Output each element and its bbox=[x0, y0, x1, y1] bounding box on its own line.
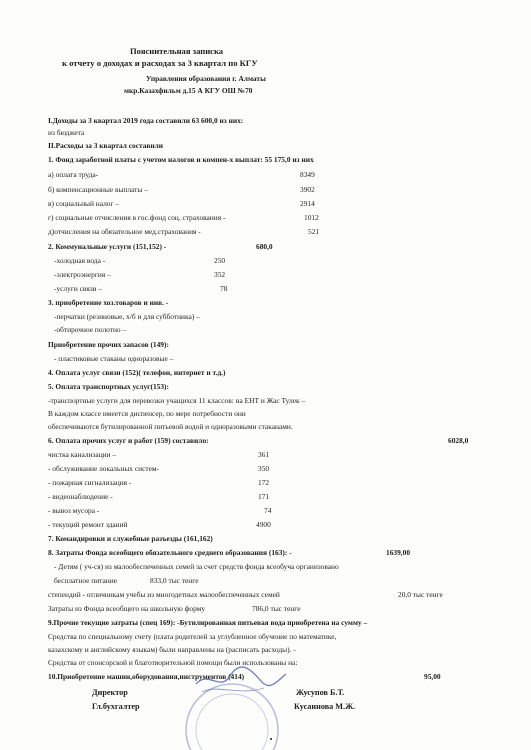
section-7-title: 7. Командировки и служебные разъезды (161,162) bbox=[48, 534, 213, 543]
misc-supplies-title: Приобретение прочих запасов (149): bbox=[48, 340, 169, 349]
s1-item-value: 521 bbox=[308, 227, 320, 236]
s9-line: казахскому и английскому языкам) были направлены на (расписать расходы). - bbox=[48, 645, 296, 654]
section-8-title: 8. Затраты Фонда всеобщего обязательного среднего образования (163): - bbox=[48, 548, 292, 557]
s2-item-value: 352 bbox=[214, 270, 226, 279]
s6-item-value: 171 bbox=[258, 492, 270, 501]
s1-item-value: 8349 bbox=[300, 170, 315, 179]
section-3-title: 3. приобретение хоз.товаров и инв. - bbox=[48, 298, 169, 307]
section-6-title: 6. Оплата прочих услуг и работ (159) составило: bbox=[48, 436, 209, 445]
income-line: I.Доходы за 3 квартал 2019 года составили 63 600,0 из них: bbox=[48, 116, 244, 125]
page-dot bbox=[270, 738, 272, 740]
doc-subtitle: к отчету о доходах и расходах за 3 квартал по КГУ bbox=[62, 58, 258, 68]
s1-item-label: г) социальные отчисления в гос.фонд соц. страхования - bbox=[48, 213, 226, 222]
section-1-title: 1. Фонд заработной платы с учетом налогов и компен-х выплат: 55 175,0 из них bbox=[48, 155, 314, 164]
s6-item-value: 350 bbox=[258, 464, 270, 473]
expenses-title: II.Расходы за 3 квартал составили bbox=[48, 141, 164, 150]
section-8-total: 1639,00 bbox=[386, 548, 411, 557]
s1-item-label: в) социальный налог – bbox=[48, 199, 120, 208]
section-6-total: 6028,0 bbox=[448, 436, 469, 445]
doc-address: мкр.Казахфильм д.15 А КГУ ОШ №70 bbox=[124, 86, 253, 95]
section-2-total: 680,0 bbox=[256, 242, 273, 251]
s8-line-label: Затраты из Фонда всеобщего на школьную форму bbox=[48, 604, 206, 613]
director-name: Жусупов Б.Т. bbox=[296, 688, 345, 697]
s9-line: Средства по специальному счету (плата родителей за углубленное обучение по математике, bbox=[48, 632, 337, 641]
misc-supplies-item: - пластиковые стаканы одноразовые – bbox=[54, 354, 174, 363]
s5-line: -транспортные услуги для перевозки учащихся 11 классов: на ЕНТ и Жас Тулек – bbox=[48, 396, 306, 405]
s8-line: - Детям ( уч-ся) из малообеспеченных семей за счет средств фонда всеобуча организовано bbox=[54, 562, 339, 571]
s6-item-label: - обслуживание локальных систем- bbox=[48, 464, 159, 473]
signature-mark bbox=[196, 667, 286, 686]
s6-item-label: - вывоз мусора - bbox=[48, 506, 100, 515]
s6-item-value: 361 bbox=[258, 450, 270, 459]
s8-line-label: бесплатное питание bbox=[54, 576, 117, 585]
s5-line: В каждом классе имеется диспенсер, по мере потребности они bbox=[48, 409, 246, 418]
s2-item-label: -услуги связи – bbox=[54, 284, 103, 293]
accountant-name: Кусаинова М.Ж. bbox=[294, 702, 356, 711]
s3-item: -обтирочное полотно – bbox=[54, 325, 127, 334]
s1-item-value: 3902 bbox=[300, 185, 315, 194]
s8-line-amount: 786,0 тыс тенге bbox=[252, 604, 301, 613]
s3-item: -перчатки (резиновые, х/б и для субботника) – bbox=[54, 312, 200, 321]
s9-line: Средства от спонсорской и благотворительной помощи были использованы на: bbox=[48, 658, 298, 667]
section-4-title: 4. Оплата услуг связи (152)( телефон, интернет и т.д.) bbox=[48, 368, 226, 377]
s6-item-label: - видеонаблюдение - bbox=[48, 492, 113, 501]
s6-item-value: 4900 bbox=[256, 520, 271, 529]
s2-item-label: -электроэнергия – bbox=[54, 270, 111, 279]
accountant-title: Гл.бухгалтер bbox=[92, 702, 140, 711]
s1-item-label: б) компенсационные выплаты – bbox=[48, 185, 148, 194]
income-source: из бюджета bbox=[48, 128, 85, 137]
section-5-title: 5. Оплата транспортных услуг(153): bbox=[48, 382, 169, 391]
s6-item-value: 172 bbox=[258, 478, 270, 487]
s1-item-value: 2914 bbox=[300, 199, 315, 208]
s5-line: обеспечиваются бутилированной питьевой водой и одноразовыми стаканами. bbox=[48, 422, 293, 431]
s2-item-label: -холодная вода - bbox=[54, 256, 106, 265]
s1-item-value: 1012 bbox=[304, 213, 319, 222]
s6-item-label: - пожарная сигнализация - bbox=[48, 478, 132, 487]
s1-item-label: а) оплата труда- bbox=[48, 170, 99, 179]
stamp-seal bbox=[168, 662, 296, 750]
s1-item-label: д)отчисления на обязательное мед.страхования - bbox=[48, 227, 201, 236]
s2-item-value: 250 bbox=[214, 256, 226, 265]
section-10-title: 10.Приобретение машин,оборудования,инструментов (414) bbox=[48, 672, 245, 681]
s8-line-amount: 833,0 тыс тенге bbox=[150, 576, 199, 585]
s6-item-value: 74 bbox=[264, 506, 272, 515]
s8-line-amount: 20,0 тыс тенге bbox=[398, 590, 443, 599]
section-10-total: 95,00 bbox=[424, 672, 441, 681]
s6-item-label: чистка канализации – bbox=[48, 450, 117, 459]
director-title: Директор bbox=[92, 688, 128, 697]
section-2-title: 2. Коммунальные услуги (151,152) - bbox=[48, 242, 167, 251]
doc-title: Пояснительная записка bbox=[130, 46, 224, 56]
section-9-title: 9.Прочие текущие затраты (спец 169): -Бутилированная питьевая вода приобретена на сумму – bbox=[48, 618, 368, 627]
doc-organization: Управления образования г. Алматы bbox=[146, 74, 266, 83]
s2-item-value: 78 bbox=[220, 284, 228, 293]
s6-item-label: - текущий ремонт зданий bbox=[48, 520, 128, 529]
s8-line-label: степендий - отличникам учебы из многодетных малообеспеченных семей bbox=[48, 590, 280, 599]
